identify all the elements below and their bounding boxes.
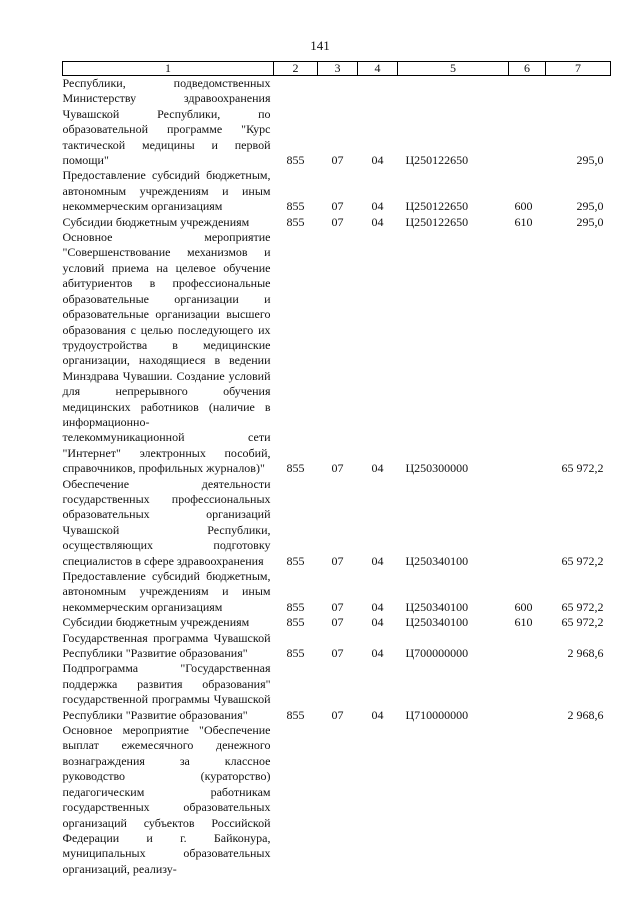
row-rz: 07 [331, 461, 344, 476]
row-cs: Ц250340100 [405, 553, 469, 568]
row-pr: 04 [371, 461, 384, 476]
row-amount: 65 972,2 [561, 615, 604, 630]
row-name: Предоставление субсидий бюджетным, автономным учреждениям и иным некоммерческим организациям [62, 569, 271, 614]
table-row [63, 615, 611, 630]
row-pr [358, 723, 398, 877]
budget-table [62, 61, 611, 877]
row-cs: Ц250340100 [405, 599, 469, 614]
row-name: Субсидии бюджетным учреждениям [62, 214, 250, 229]
header-col-2: 2 [274, 62, 318, 76]
row-vr [509, 631, 546, 662]
row-vr [509, 477, 546, 569]
table-row [63, 569, 611, 615]
page-number: 141 [310, 38, 330, 53]
header-col-5: 5 [398, 62, 509, 76]
row-amount: 295,0 [576, 153, 604, 168]
table-row [63, 76, 611, 169]
row-name: Республики, подведомственных Министерству здравоохранения Чувашской Республики, по образовательной программе "Курс тактической медицины и первой помощи" [62, 76, 271, 168]
table-row [63, 631, 611, 662]
table-row [63, 723, 611, 877]
row-name: Предоставление субсидий бюджетным, автономным учреждениям и иным некоммерческим организациям [62, 168, 271, 214]
row-amount: 65 972,2 [561, 599, 604, 614]
row-name: Субсидии бюджетным учреждениям [62, 615, 250, 630]
header-col-3: 3 [318, 62, 358, 76]
row-cs: Ц710000000 [405, 707, 469, 722]
header-col-4: 4 [358, 62, 398, 76]
table-row [63, 661, 611, 723]
row-name: Подпрограмма "Государственная поддержка развития образования" государственной программы Чувашской Республики "Развитие образования" [62, 661, 271, 722]
row-pr: 04 [371, 153, 384, 168]
row-rz: 07 [331, 615, 344, 630]
row-rz: 07 [331, 646, 344, 661]
row-gl: 855 [286, 153, 305, 168]
row-vr: 610 [514, 615, 533, 630]
table-row [63, 215, 611, 230]
row-gl: 855 [286, 553, 305, 568]
table-row [63, 168, 611, 214]
row-amount [546, 723, 611, 877]
row-amount: 2 968,6 [567, 707, 604, 722]
header-row [63, 62, 611, 76]
row-gl: 855 [286, 461, 305, 476]
row-amount: 65 972,2 [561, 461, 604, 476]
row-rz: 07 [331, 153, 344, 168]
row-gl: 855 [286, 707, 305, 722]
row-rz: 07 [331, 599, 344, 614]
row-cs: Ц250300000 [405, 461, 469, 476]
row-name: Основное мероприятие "Обеспечение выплат ежемесячного денежного вознаграждения за классное руководство (кураторство) педагогическим работникам государственных образовательных организаций субъектов Российской Федерации и г. Байконура, муниципальных образовательных организаций, реализу- [62, 723, 271, 876]
row-rz: 07 [331, 707, 344, 722]
row-pr: 04 [371, 599, 384, 614]
table-body [63, 76, 611, 878]
row-name: Обеспечение деятельности государственных профессиональных образовательных организаций Чувашской Республики, осуществляющих подготовку специалистов в сфере здравоохранения [62, 476, 271, 568]
row-vr: 600 [514, 199, 533, 214]
row-vr [509, 723, 546, 877]
row-vr [509, 230, 546, 477]
row-cs: Ц250340100 [405, 615, 469, 630]
row-gl: 855 [286, 599, 305, 614]
row-gl: 855 [286, 646, 305, 661]
row-rz: 07 [331, 199, 344, 214]
row-cs: Ц700000000 [405, 646, 469, 661]
row-vr: 610 [514, 214, 533, 229]
row-rz: 07 [331, 214, 344, 229]
header-col-6: 6 [509, 62, 546, 76]
header-col-7: 7 [546, 62, 611, 76]
row-cs: Ц250122650 [405, 199, 469, 214]
row-pr: 04 [371, 707, 384, 722]
row-rz [318, 723, 358, 877]
row-cs: Ц250122650 [405, 153, 469, 168]
row-name: Основное мероприятие "Совершенствование механизмов и условий приема на целевое обучение абитуриентов в профессиональные образовательные организации и образовательные организации высшего образования с целью последующего их трудоустройства в медицинские организации, находящиеся в ведении Минздрава Чувашии. Создание условий для непрерывного обучения медицинских работников (наличие в информационно-телекоммуникационной сети "Интернет" электронных пособий, справочников, профильных журналов)" [62, 230, 271, 476]
row-gl: 855 [286, 214, 305, 229]
row-amount: 2 968,6 [567, 646, 604, 661]
row-gl [274, 723, 318, 877]
table-header [63, 62, 611, 76]
row-rz: 07 [331, 553, 344, 568]
row-pr: 04 [371, 214, 384, 229]
row-cs [398, 723, 509, 877]
row-pr: 04 [371, 615, 384, 630]
table-row [63, 477, 611, 569]
row-vr: 600 [514, 599, 533, 614]
row-pr: 04 [371, 553, 384, 568]
row-name: Государственная программа Чувашской Республики "Развитие образования" [62, 630, 271, 661]
row-cs: Ц250122650 [405, 214, 469, 229]
row-amount: 65 972,2 [561, 553, 604, 568]
row-gl: 855 [286, 615, 305, 630]
table-row [63, 230, 611, 477]
row-amount: 295,0 [576, 214, 604, 229]
row-gl: 855 [286, 199, 305, 214]
row-vr [509, 76, 546, 169]
row-pr: 04 [371, 646, 384, 661]
row-amount: 295,0 [576, 199, 604, 214]
row-pr: 04 [371, 199, 384, 214]
header-col-1: 1 [63, 62, 274, 76]
row-vr [509, 661, 546, 723]
